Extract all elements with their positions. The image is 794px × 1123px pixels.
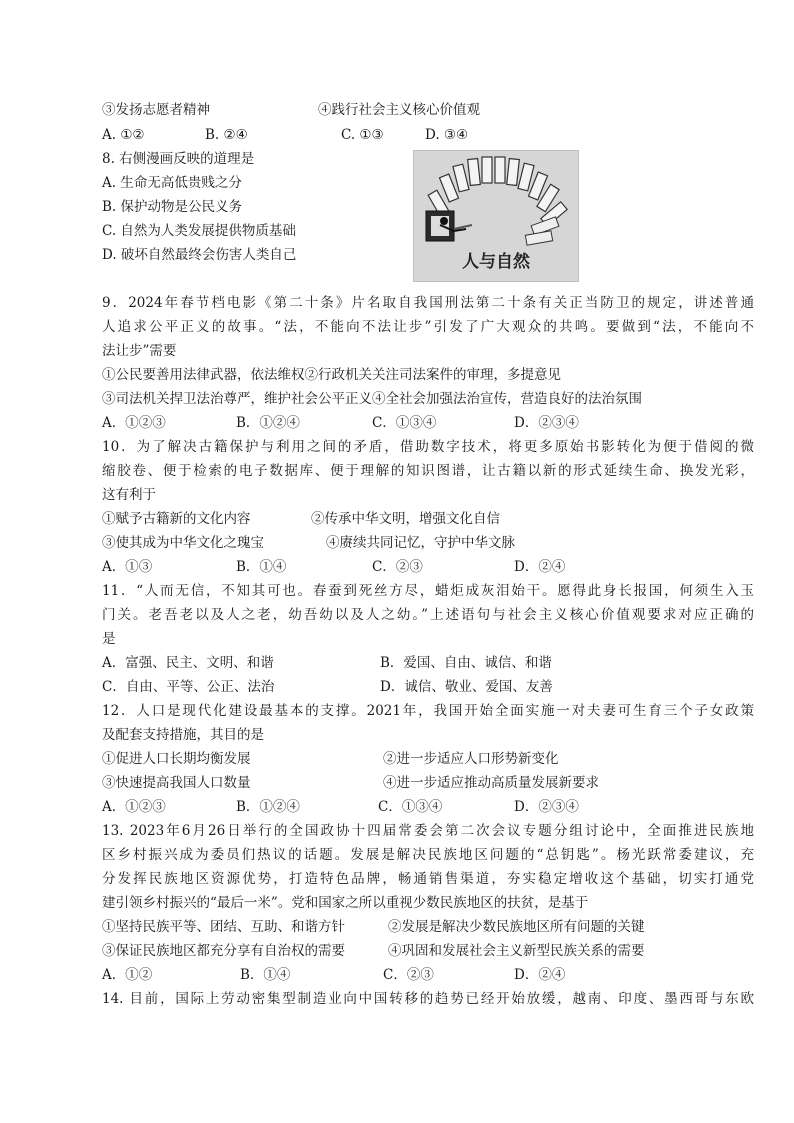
q10-option-2: ②传承中华文明，增强文化自信 <box>311 511 500 527</box>
q10-option-4: ④赓续共同记忆，守护中华文脉 <box>326 535 515 551</box>
cartoon-image <box>413 150 579 282</box>
q10-option-3: ③使其成为中华文化之瑰宝 <box>102 535 264 551</box>
q7-answer-c: C. ①③ <box>341 127 384 143</box>
q9-options-line-1: ①公民要善用法律武器，依法维权②行政机关关注司法案件的审理，多提意见 <box>102 367 561 383</box>
q12-answer-a: A．①②③ <box>102 799 166 815</box>
q10-answer-b: B．①④ <box>236 559 287 575</box>
q11-stem-line-3: 是 <box>102 631 116 647</box>
q7-answer-b: B. ②④ <box>205 127 248 143</box>
q10-answer-a: A．①③ <box>102 559 153 575</box>
q10-option-1: ①赋予古籍新的文化内容 <box>102 511 251 527</box>
q12-option-1: ①促进人口长期均衡发展 <box>102 751 251 767</box>
q8-option-a: A. 生命无高低贵贱之分 <box>102 175 242 191</box>
q8-option-b: B. 保护动物是公民义务 <box>102 199 243 215</box>
q9-answer-b: B．①②④ <box>236 415 300 431</box>
q9-answer-d: D．②③④ <box>514 415 579 431</box>
q9-answer-c: C．①③④ <box>372 415 437 431</box>
q12-stem-line-1: 12．人口是现代化建设最基本的支撑。2021年，我国开始全面实施一对夫妻可生育三个子女政策 <box>102 703 754 719</box>
q11-answer-a: A．富强、民主、文明、和谐 <box>102 655 274 671</box>
q11-answer-d: D．诚信、敬业、爱国、友善 <box>380 679 553 695</box>
q13-answer-b: B．①④ <box>240 967 291 983</box>
q12-stem-line-2: 及配套支持措施，其目的是 <box>102 727 264 743</box>
q11-answer-c: C．自由、平等、公正、法治 <box>102 679 275 695</box>
q7-option-3: ③发扬志愿者精神 <box>102 102 210 118</box>
q12-option-2: ②进一步适应人口形势新变化 <box>383 751 559 767</box>
q9-stem-line-2: 人追求公平正义的故事。“法，不能向不法让步”引发了广大观众的共鸣。要做到“法，不能向不 <box>102 319 754 335</box>
q11-answer-b: B．爱国、自由、诚信、和谐 <box>380 655 552 671</box>
q7-answer-a: A. ①② <box>102 127 145 143</box>
q13-stem-line-3: 分发挥民族地区资源优势，打造特色品牌，畅通销售渠道，夯实稳定增收这个基础，切实打通党 <box>102 871 754 887</box>
q10-stem-line-2: 缩胶卷、便于检索的电子数据库、便于理解的知识图谱，让古籍以新的形式延续生命、换发光彩， <box>102 463 754 479</box>
q12-option-4: ④进一步适应推动高质量发展新要求 <box>383 775 599 791</box>
q7-answer-d: D. ③④ <box>425 127 469 143</box>
q8-option-d: D. 破坏自然最终会伤害人类自己 <box>102 247 297 263</box>
q11-stem-line-2: 门关。老吾老以及人之老，幼吾幼以及人之幼。”上述语句与社会主义核心价值观要求对应正确的 <box>102 607 754 623</box>
q13-stem-line-4: 建引领乡村振兴的“最后一米”。党和国家之所以重视少数民族地区的扶贫，是基于 <box>102 895 589 911</box>
q10-answer-d: D．②④ <box>514 559 566 575</box>
q10-stem-line-1: 10．为了解决古籍保护与利用之间的矛盾，借助数字技术，将更多原始书影转化为便于借阅的微 <box>102 439 754 455</box>
q13-stem-line-2: 区乡村振兴成为委员们热议的话题。发展是解决民族地区问题的“总钥匙”。杨光跃常委建议，充 <box>102 847 754 863</box>
q10-answer-c: C．②③ <box>372 559 423 575</box>
q9-options-line-2: ③司法机关捍卫法治尊严，维护社会公平正义④全社会加强法治宣传，营造良好的法治氛围 <box>102 391 642 407</box>
q9-answer-a: A．①②③ <box>102 415 166 431</box>
q12-answer-d: D．②③④ <box>514 799 579 815</box>
q7-option-4: ④践行社会主义核心价值观 <box>318 102 480 118</box>
cartoon-caption: 人与自然 <box>462 252 530 272</box>
q13-option-2: ②发展是解决少数民族地区所有问题的关键 <box>388 919 645 935</box>
q12-option-3: ③快速提高我国人口数量 <box>102 775 251 791</box>
q13-option-1: ①坚持民族平等、团结、互助、和谐方针 <box>102 919 345 935</box>
cartoon-drawing <box>414 151 578 281</box>
q8-option-c: C. 自然为人类发展提供物质基础 <box>102 223 296 239</box>
q13-option-4: ④巩固和发展社会主义新型民族关系的需要 <box>388 943 645 959</box>
q11-stem-line-1: 11．“人而无信，不知其可也。春蚕到死丝方尽，蜡炬成灰泪始干。愿得此身长报国，何须生入玉 <box>102 583 754 599</box>
q9-stem-line-1: 9．2024年春节档电影《第二十条》片名取自我国刑法第二十条有关正当防卫的规定，讲述普通 <box>102 295 754 311</box>
q8-stem: 8. 右侧漫画反映的道理是 <box>102 151 255 167</box>
q13-stem-line-1: 13. 2023年6月26日举行的全国政协十四届常委会第二次会议专题分组讨论中，全面推进民族地 <box>102 823 754 839</box>
q9-stem-line-3: 法让步”需要 <box>102 343 177 359</box>
q14-stem-line-1: 14. 目前，国际上劳动密集型制造业向中国转移的趋势已经开始放缓，越南、印度、墨西哥与东欧 <box>102 991 754 1007</box>
q13-answer-a: A．①② <box>102 967 153 983</box>
q10-stem-line-3: 这有利于 <box>102 487 156 503</box>
q13-answer-d: D．②④ <box>514 967 566 983</box>
q13-answer-c: C．②③ <box>383 967 434 983</box>
q13-option-3: ③保证民族地区都充分享有自治权的需要 <box>102 943 345 959</box>
q12-answer-b: B．①②④ <box>236 799 300 815</box>
q12-answer-c: C．①③④ <box>378 799 443 815</box>
